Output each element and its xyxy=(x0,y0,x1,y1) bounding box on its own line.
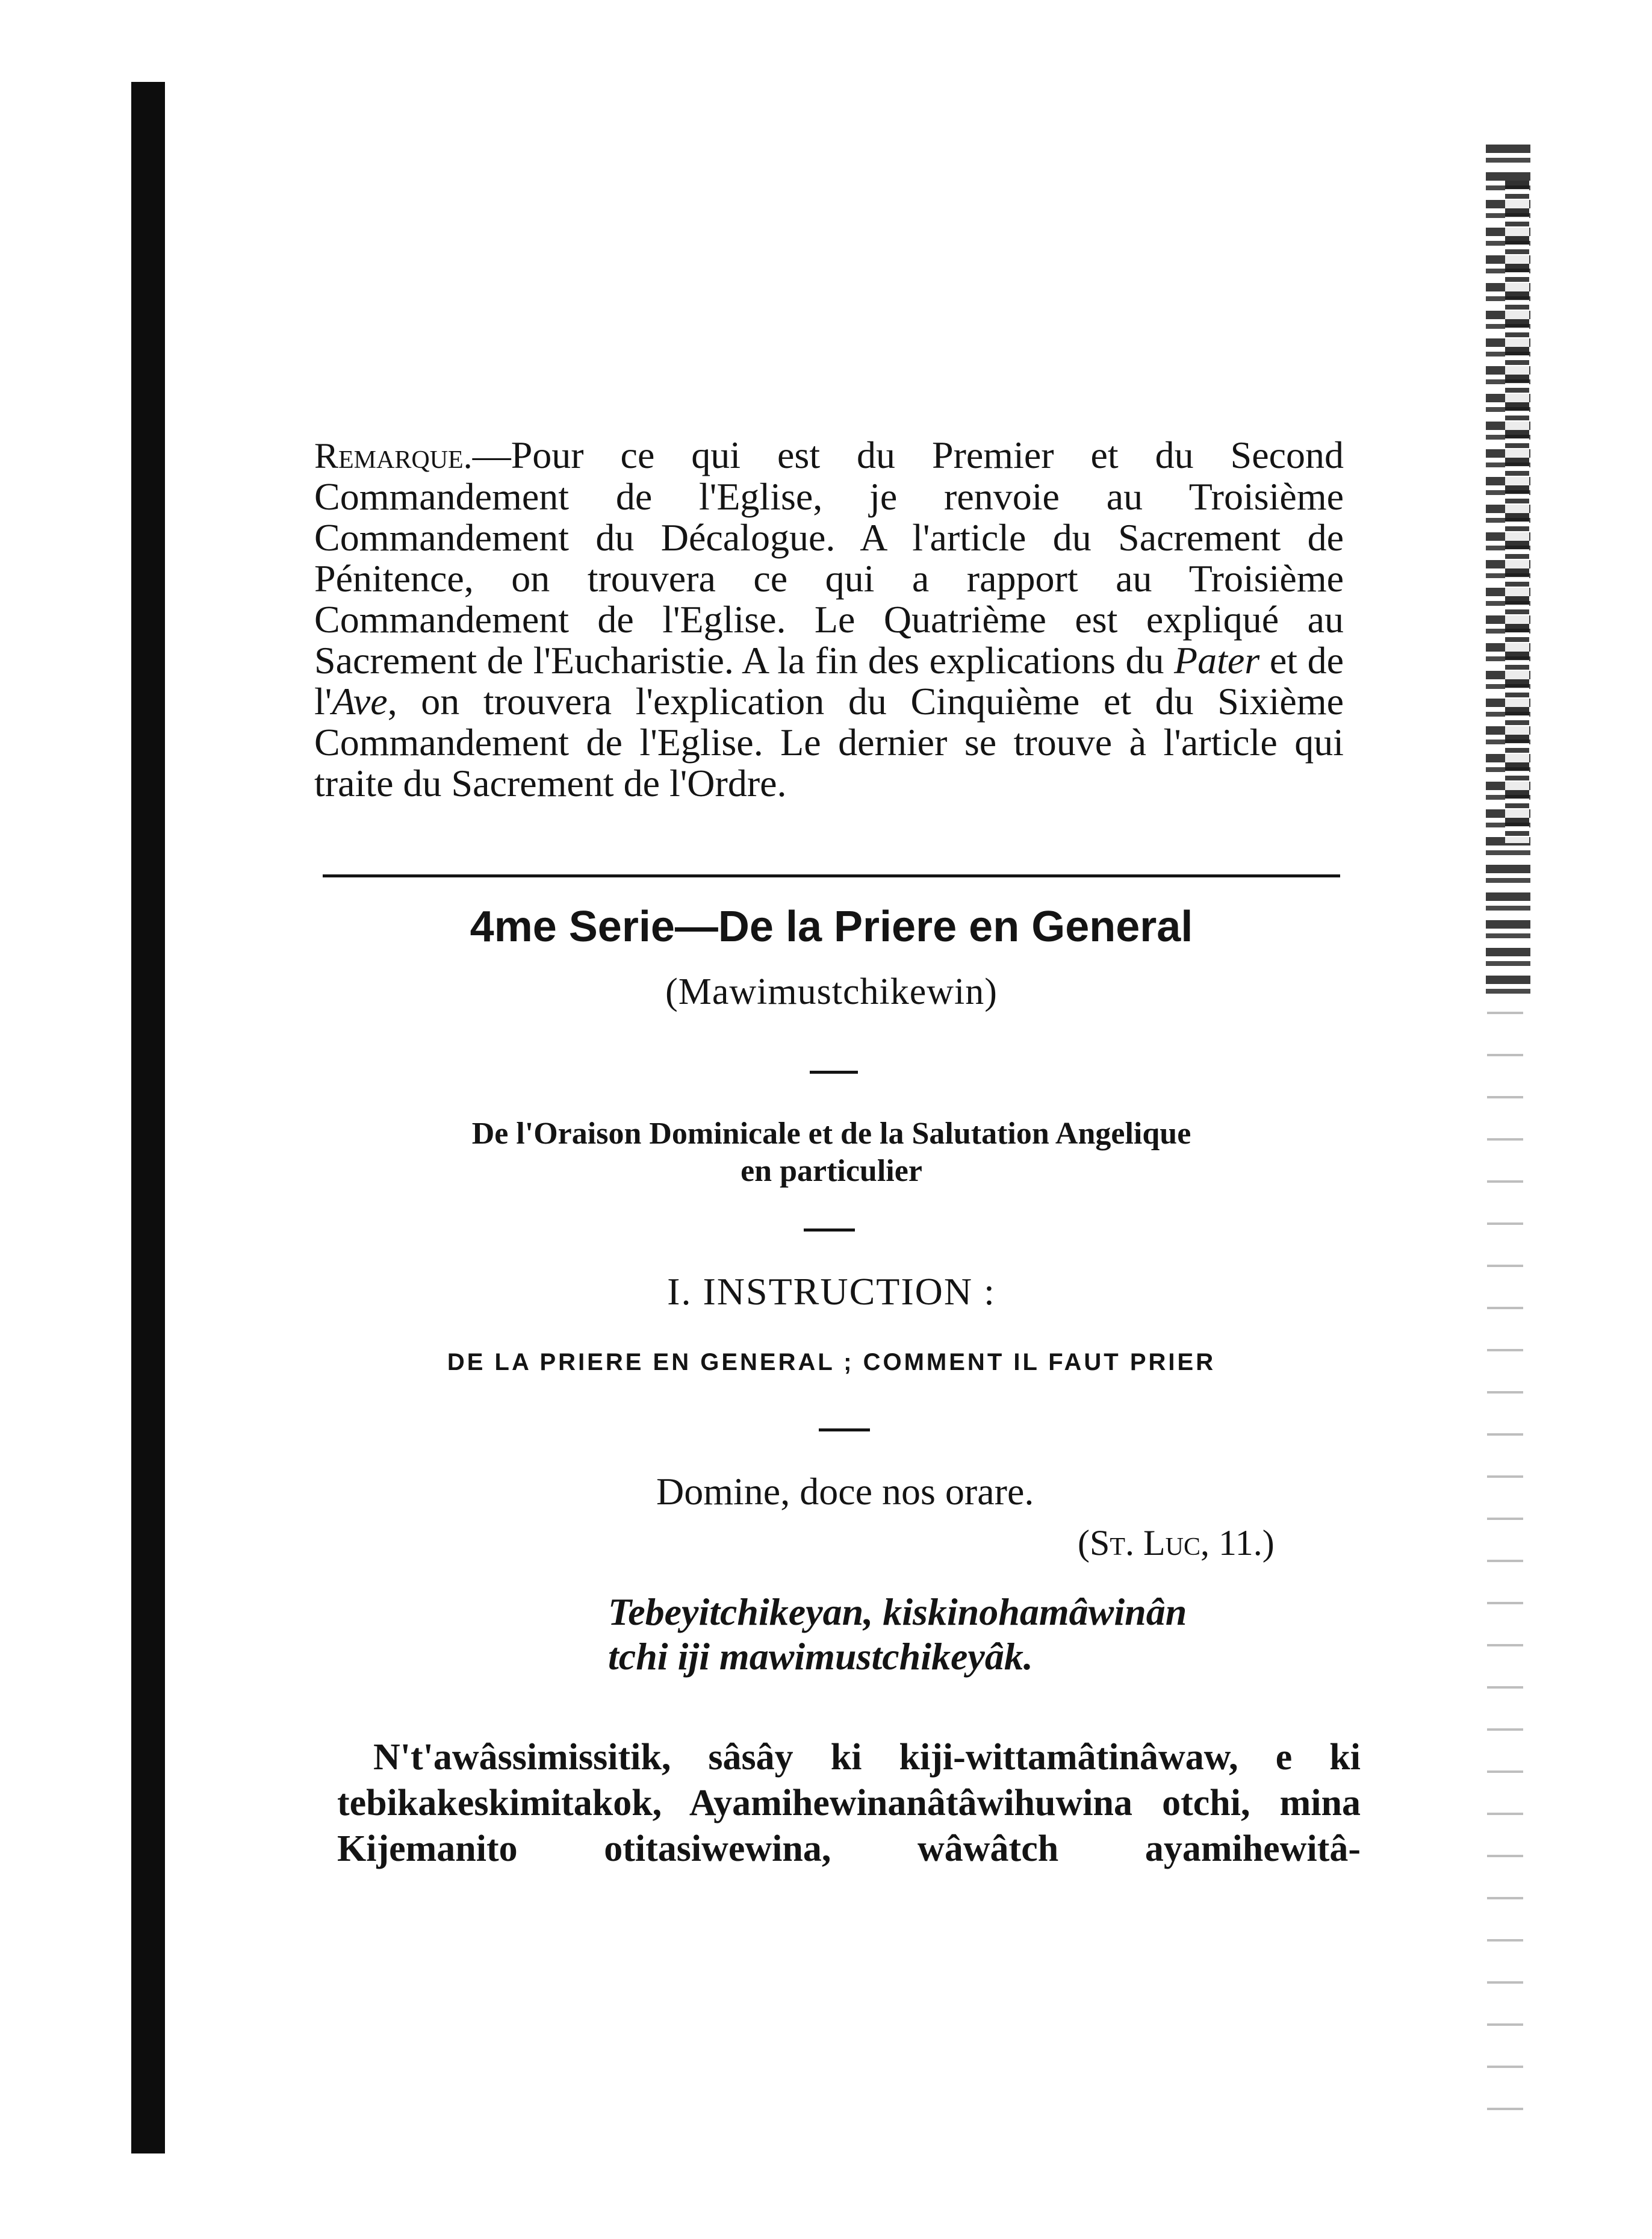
remark-mid: et de l' xyxy=(314,639,1344,723)
binding-shadow-bar xyxy=(131,82,165,2153)
oraison-heading xyxy=(323,1115,1340,1190)
remark-paragraph xyxy=(314,435,1344,804)
cree-translation xyxy=(608,1590,1361,1679)
remark-body: —Pour ce qui est du Premier et du Second Commandement de l'Eglise, je renvoie au Troisième Commandement du Décalogue. A l'article du Sacrement de Pénitence, on trouvera ce qui a rapport au Troisième Commandement de l'Eglise. Le Quatrième est expliqué au Sacrement de l'Eucharistie. A la fin des explications du xyxy=(314,434,1344,682)
scripture-citation: (St. Luc, 11.) xyxy=(1078,1523,1275,1563)
oraison-line-1: De l'Oraison Dominicale et de la Salutation Angelique xyxy=(471,1116,1191,1151)
remark-end: , on trouvera l'explication du Cinquième et du Sixième Commandement de l'Eglise. Le dernier se trouve à l'article qui traite du Sacrement de l'Ordre. xyxy=(314,680,1344,805)
cree-line-2: tchi iji mawimustchikeyâk. xyxy=(608,1635,1033,1678)
short-dash-divider xyxy=(819,1428,870,1431)
instruction-subtitle: DE LA PRIERE EN GENERAL ; COMMENT IL FAUT PRIER xyxy=(447,1349,1216,1375)
remark-label: Remarque. xyxy=(314,436,473,476)
short-dash-divider xyxy=(804,1228,855,1232)
remark-pater: Pater xyxy=(1174,639,1260,682)
oraison-line-2: en particulier xyxy=(741,1154,922,1188)
latin-quote: Domine, doce nos orare. xyxy=(656,1470,1034,1513)
short-dash-divider xyxy=(810,1071,858,1074)
remark-ave: Ave xyxy=(332,680,388,723)
cree-line-1: Tebeyitchikeyan, kiskinohamâwinân xyxy=(608,1590,1187,1633)
page-edge-artifact-inner xyxy=(1505,181,1529,843)
cree-paragraph: N't'awâssimissitik, sâsây ki kiji-wittamâtinâwaw, e ki tebikakeskimitakok, Ayamihewinanâtâwihuwina otchi, mina Kijemanito otitasiwewina, wâwâtch ayamihewitâ- xyxy=(337,1737,1361,1869)
instruction-title: I. INSTRUCTION : xyxy=(667,1270,996,1313)
series-title: 4me Serie—De la Priere en General xyxy=(470,903,1193,951)
page-edge-specks xyxy=(1487,1012,1523,2126)
section-divider-rule xyxy=(323,874,1340,877)
series-subtitle: (Mawimustchikewin) xyxy=(665,971,998,1012)
